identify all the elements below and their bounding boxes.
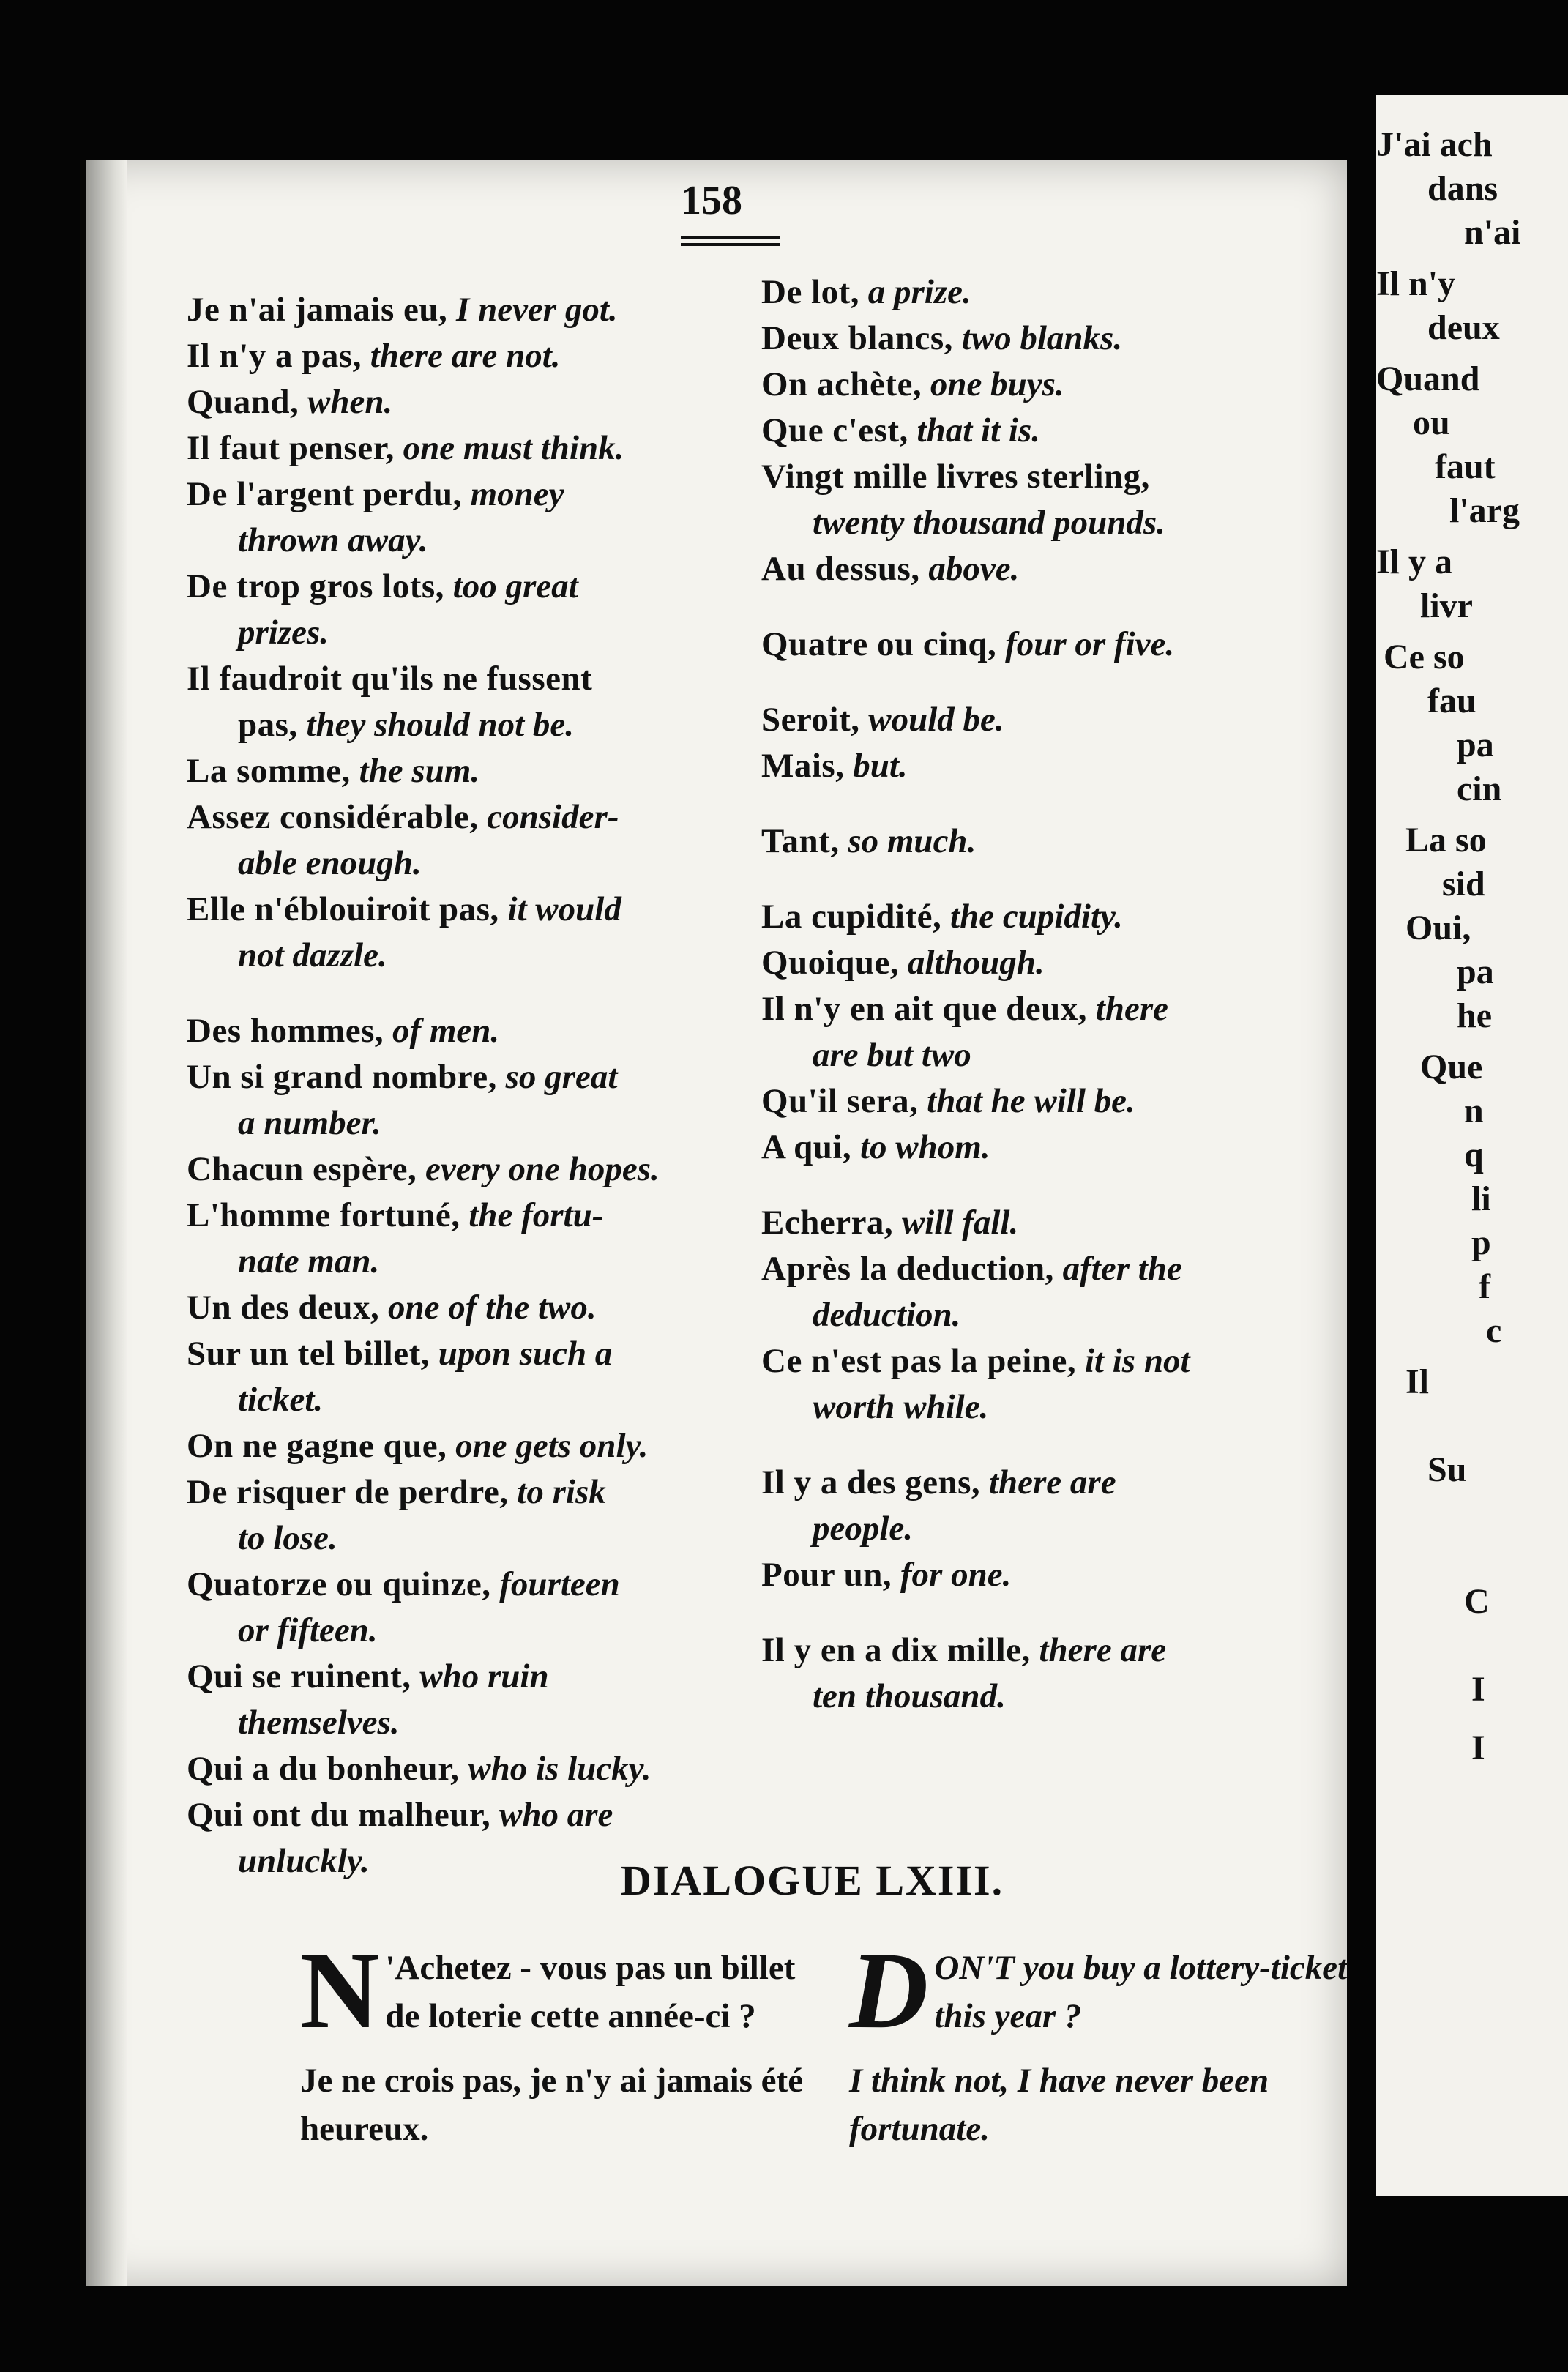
entry-gap xyxy=(761,789,1325,818)
english-translation: money xyxy=(470,475,564,513)
vocabulary-entry xyxy=(187,471,780,564)
entry-continuation xyxy=(187,610,780,656)
french-phrase: Vingt mille livres sterling, xyxy=(761,458,1150,496)
english-translation: that he will be. xyxy=(927,1082,1135,1120)
vocabulary-entry xyxy=(187,1193,780,1285)
english-continuation: or fifteen. xyxy=(238,1611,378,1649)
entry-continuation xyxy=(187,933,780,979)
facing-page-fragment: Il y a xyxy=(1376,542,1453,581)
dialogue-english-line-2: I think not, I have never been fortunate. xyxy=(849,2062,1269,2148)
english-continuation: are but two xyxy=(813,1036,971,1074)
english-continuation: ticket. xyxy=(238,1381,324,1419)
english-translation: one gets only. xyxy=(455,1427,649,1465)
facing-page-fragment: l'arg xyxy=(1449,491,1520,530)
header-rule-top xyxy=(681,236,780,239)
french-phrase: Qui ont du malheur, xyxy=(187,1796,491,1834)
french-phrase: Quatorze ou quinze, xyxy=(187,1565,491,1603)
english-translation: four or five. xyxy=(1005,625,1175,663)
vocabulary-entry xyxy=(761,1627,1325,1720)
entry-continuation xyxy=(761,1506,1325,1552)
facing-page-fragment: n xyxy=(1464,1092,1484,1130)
dialogue-french xyxy=(300,1930,827,2153)
facing-page-fragment: n'ai xyxy=(1464,213,1521,252)
english-translation: when. xyxy=(307,383,393,421)
french-phrase: Qui se ruinent, xyxy=(187,1657,411,1696)
french-phrase: De risquer de perdre, xyxy=(187,1473,509,1511)
french-phrase: Au dessus, xyxy=(761,550,920,588)
vocabulary-entry xyxy=(761,697,1325,743)
english-translation: above. xyxy=(928,550,1020,588)
dialogue-french-text-1: 'Achetez - vous pas un billet de loterie cette année-ci ? xyxy=(385,1949,796,2035)
vocabulary-entry xyxy=(761,1246,1325,1338)
vocabulary-entry xyxy=(761,1078,1325,1125)
vocabulary-entry xyxy=(187,1146,780,1193)
facing-page-fragment: Ce so xyxy=(1384,638,1465,676)
french-phrase: Des hommes, xyxy=(187,1012,384,1050)
english-translation: there are xyxy=(1039,1631,1167,1669)
entry-continuation xyxy=(187,1608,780,1654)
facing-page-fragment: La so xyxy=(1405,821,1487,859)
entry-continuation xyxy=(761,1032,1325,1078)
english-translation: although. xyxy=(907,944,1045,982)
dialogue-english xyxy=(849,1930,1405,2153)
vocabulary-entry xyxy=(187,887,780,979)
english-translation: the sum. xyxy=(359,752,480,790)
facing-page-fragment: pa xyxy=(1457,726,1494,764)
facing-page-fragment: I xyxy=(1471,1670,1485,1709)
facing-page-fragment: Quand xyxy=(1376,359,1480,398)
french-phrase: De l'argent perdu, xyxy=(187,475,462,513)
english-translation: I never got. xyxy=(456,291,618,329)
facing-page-fragment: li xyxy=(1471,1179,1491,1218)
english-continuation: twenty thousand pounds. xyxy=(813,504,1165,542)
vocabulary-entry xyxy=(761,1125,1325,1171)
english-continuation: prizes. xyxy=(238,613,329,652)
french-phrase: Echerra, xyxy=(761,1204,894,1242)
english-translation: one of the two. xyxy=(388,1288,597,1327)
french-phrase: Il y en a dix mille, xyxy=(761,1631,1031,1669)
vocabulary-entry xyxy=(761,743,1325,789)
french-phrase: Deux blancs, xyxy=(761,319,953,357)
english-translation: to whom. xyxy=(859,1128,990,1166)
vocabulary-entry xyxy=(761,1552,1325,1598)
entry-gap xyxy=(761,1598,1325,1627)
entry-gap xyxy=(187,979,780,1008)
vocabulary-entry xyxy=(761,940,1325,986)
english-translation: there are xyxy=(988,1463,1116,1502)
vocabulary-entry xyxy=(761,1338,1325,1431)
facing-page-fragment: q xyxy=(1464,1135,1484,1174)
entry-continuation xyxy=(187,518,780,564)
french-phrase: Il faut penser, xyxy=(187,429,395,467)
facing-page-edge xyxy=(1376,95,1568,2196)
french-phrase: La somme, xyxy=(187,752,351,790)
facing-page-fragment: f xyxy=(1479,1267,1490,1306)
french-phrase: Ce n'est pas la peine, xyxy=(761,1342,1077,1380)
english-continuation: deduction. xyxy=(813,1296,961,1334)
english-translation: every one hopes. xyxy=(425,1150,660,1188)
french-phrase: Quoique, xyxy=(761,944,900,982)
entry-continuation xyxy=(761,1384,1325,1431)
facing-page-fragment: Su xyxy=(1427,1450,1467,1489)
vocabulary-entry xyxy=(187,1562,780,1654)
facing-page-fragment: p xyxy=(1471,1223,1491,1262)
english-continuation: worth while. xyxy=(813,1388,989,1426)
vocabulary-entry xyxy=(761,986,1325,1078)
entry-continuation xyxy=(187,1239,780,1285)
english-translation: a prize. xyxy=(867,273,971,311)
english-continuation: ten thousand. xyxy=(813,1677,1006,1715)
english-translation: two blanks. xyxy=(961,319,1123,357)
entry-continuation xyxy=(187,702,780,748)
english-continuation: a number. xyxy=(238,1104,381,1142)
vocabulary-entry xyxy=(187,748,780,794)
facing-page-fragment: dans xyxy=(1427,169,1498,208)
facing-page-fragment: sid xyxy=(1442,865,1485,903)
english-continuation: nate man. xyxy=(238,1242,380,1280)
vocabulary-entry xyxy=(187,794,780,887)
facing-page-fragment: pa xyxy=(1457,952,1494,991)
english-translation: who ruin xyxy=(419,1657,549,1696)
french-continuation: pas, xyxy=(238,706,298,744)
facing-page-fragment: C xyxy=(1464,1582,1490,1621)
entry-gap xyxy=(761,1431,1325,1460)
facing-page-fragment: ou xyxy=(1413,403,1450,442)
english-translation: will fall. xyxy=(901,1204,1019,1242)
french-phrase: Il n'y a pas, xyxy=(187,337,362,375)
english-continuation: thrown away. xyxy=(238,521,428,559)
vocabulary-entry xyxy=(187,1746,780,1792)
vocabulary-column-left xyxy=(187,287,780,1884)
page-number: 158 xyxy=(681,178,742,223)
dialogue-english-text-1: ON'T you buy a lottery-ticket this year ? xyxy=(934,1949,1348,2035)
vocabulary-entry xyxy=(187,425,780,471)
facing-page-fragment: he xyxy=(1457,996,1492,1035)
facing-page-fragment: fau xyxy=(1427,682,1476,720)
vocabulary-entry xyxy=(187,564,780,656)
english-translation: one buys. xyxy=(930,365,1064,403)
english-translation: to risk xyxy=(517,1473,606,1511)
french-phrase: Quand, xyxy=(187,383,299,421)
vocabulary-entry xyxy=(187,1331,780,1423)
french-phrase: Assez considérable, xyxy=(187,798,479,836)
french-phrase: On ne gagne que, xyxy=(187,1427,447,1465)
french-phrase: Chacun espère, xyxy=(187,1150,417,1188)
french-phrase: Un des deux, xyxy=(187,1288,380,1327)
french-phrase: Je n'ai jamais eu, xyxy=(187,291,448,329)
french-phrase: Mais, xyxy=(761,747,845,785)
dialogue-french-line-1 xyxy=(300,1930,827,2051)
vocabulary-entry xyxy=(761,1460,1325,1552)
dialogue-title: DIALOGUE LXIII. xyxy=(621,1857,1004,1904)
french-phrase: Seroit, xyxy=(761,701,860,739)
english-translation: too great xyxy=(452,567,578,605)
facing-page-fragment: Il n'y xyxy=(1376,264,1456,303)
dialogue-french-line-2: Je ne crois pas, je n'y ai jamais été heureux. xyxy=(300,2062,804,2148)
english-continuation: they should not be. xyxy=(306,706,575,744)
dialogue-english-line-1 xyxy=(849,1930,1405,2051)
entry-continuation xyxy=(187,1515,780,1562)
english-translation: consider- xyxy=(487,798,619,836)
french-phrase: On achète, xyxy=(761,365,922,403)
french-phrase: Un si grand nombre, xyxy=(187,1058,497,1096)
vocabulary-entry xyxy=(761,546,1325,592)
vocabulary-entry xyxy=(761,454,1325,546)
facing-page-fragment: deux xyxy=(1427,308,1500,347)
header-rule-bottom xyxy=(681,243,780,246)
facing-page-fragment: faut xyxy=(1435,447,1496,486)
english-translation: upon such a xyxy=(438,1335,613,1373)
entry-continuation xyxy=(761,1292,1325,1338)
english-translation: the fortu- xyxy=(468,1196,604,1234)
english-translation: it is not xyxy=(1084,1342,1190,1380)
entry-gap xyxy=(761,865,1325,894)
french-phrase: De lot, xyxy=(761,273,860,311)
english-continuation: themselves. xyxy=(238,1704,400,1742)
vocabulary-entry xyxy=(761,362,1325,408)
entry-gap xyxy=(761,1171,1325,1200)
english-translation: the cupidity. xyxy=(950,898,1123,936)
vocabulary-entry xyxy=(187,333,780,379)
french-phrase: De trop gros lots, xyxy=(187,567,444,605)
facing-page-fragment: livr xyxy=(1420,586,1473,625)
english-translation: that it is. xyxy=(916,411,1041,450)
vocabulary-entry xyxy=(761,622,1325,668)
french-phrase: Tant, xyxy=(761,822,840,860)
vocabulary-entry xyxy=(187,656,780,748)
english-continuation: people. xyxy=(813,1510,914,1548)
vocabulary-entry xyxy=(187,1285,780,1331)
entry-continuation xyxy=(187,1377,780,1423)
french-phrase: Qui a du bonheur, xyxy=(187,1750,460,1788)
french-phrase: Elle n'éblouiroit pas, xyxy=(187,890,499,928)
english-translation: who is lucky. xyxy=(468,1750,652,1788)
french-phrase: Que c'est, xyxy=(761,411,908,450)
facing-page-fragment: cin xyxy=(1457,769,1502,808)
entry-continuation xyxy=(761,1674,1325,1720)
english-translation: so much. xyxy=(848,822,977,860)
vocabulary-entry xyxy=(187,1469,780,1562)
english-translation: fourteen xyxy=(499,1565,620,1603)
vocabulary-entry xyxy=(187,287,780,333)
english-continuation: unluckly. xyxy=(238,1842,370,1880)
facing-page-fragment: Il xyxy=(1405,1362,1430,1401)
entry-continuation xyxy=(761,500,1325,546)
english-continuation: not dazzle. xyxy=(238,936,387,974)
french-phrase: Il y a des gens, xyxy=(761,1463,981,1502)
french-phrase: Après la deduction, xyxy=(761,1250,1054,1288)
vocabulary-column-right xyxy=(761,269,1325,1720)
entry-continuation xyxy=(187,1100,780,1146)
vocabulary-entry xyxy=(187,1054,780,1146)
vocabulary-entry xyxy=(187,1008,780,1054)
french-phrase: Sur un tel billet, xyxy=(187,1335,430,1373)
english-translation: after the xyxy=(1062,1250,1182,1288)
vocabulary-entry xyxy=(761,408,1325,454)
english-translation: of men. xyxy=(392,1012,500,1050)
french-phrase: Qu'il sera, xyxy=(761,1082,919,1120)
dropcap-n: N xyxy=(300,1930,380,2051)
facing-page-fragment: c xyxy=(1486,1311,1502,1350)
english-translation: who are xyxy=(499,1796,613,1834)
vocabulary-entry xyxy=(761,316,1325,362)
vocabulary-entry xyxy=(187,1423,780,1469)
dropcap-d: D xyxy=(849,1930,929,2051)
vocabulary-entry xyxy=(761,269,1325,316)
french-phrase: La cupidité, xyxy=(761,898,942,936)
french-phrase: Il n'y en ait que deux, xyxy=(761,990,1088,1028)
french-phrase: A qui, xyxy=(761,1128,852,1166)
vocabulary-entry xyxy=(761,1200,1325,1246)
facing-page-fragment: I xyxy=(1471,1728,1485,1767)
english-translation: would be. xyxy=(868,701,1004,739)
french-phrase: Il faudroit qu'ils ne fussent xyxy=(187,660,593,698)
facing-page-fragment: Oui, xyxy=(1405,909,1471,947)
english-translation: so great xyxy=(505,1058,618,1096)
english-continuation: to lose. xyxy=(238,1519,337,1557)
entry-continuation xyxy=(187,840,780,887)
english-translation: one must think. xyxy=(403,429,624,467)
french-phrase: L'homme fortuné, xyxy=(187,1196,460,1234)
english-translation: for one. xyxy=(900,1556,1012,1594)
english-translation: but. xyxy=(853,747,908,785)
entry-gap xyxy=(761,668,1325,697)
vocabulary-entry xyxy=(187,379,780,425)
french-phrase: Pour un, xyxy=(761,1556,892,1594)
vocabulary-entry xyxy=(187,1654,780,1746)
facing-page-fragment: J'ai ach xyxy=(1376,125,1493,164)
facing-page-fragment: Que xyxy=(1420,1048,1483,1086)
entry-gap xyxy=(761,592,1325,622)
english-translation: there are not. xyxy=(370,337,561,375)
vocabulary-entry xyxy=(761,818,1325,865)
entry-continuation xyxy=(187,1700,780,1746)
english-translation: there xyxy=(1095,990,1169,1028)
english-translation: it would xyxy=(507,890,621,928)
french-phrase: Quatre ou cinq, xyxy=(761,625,997,663)
page-gutter xyxy=(86,160,127,2286)
vocabulary-entry xyxy=(761,894,1325,940)
english-continuation: able enough. xyxy=(238,844,422,882)
